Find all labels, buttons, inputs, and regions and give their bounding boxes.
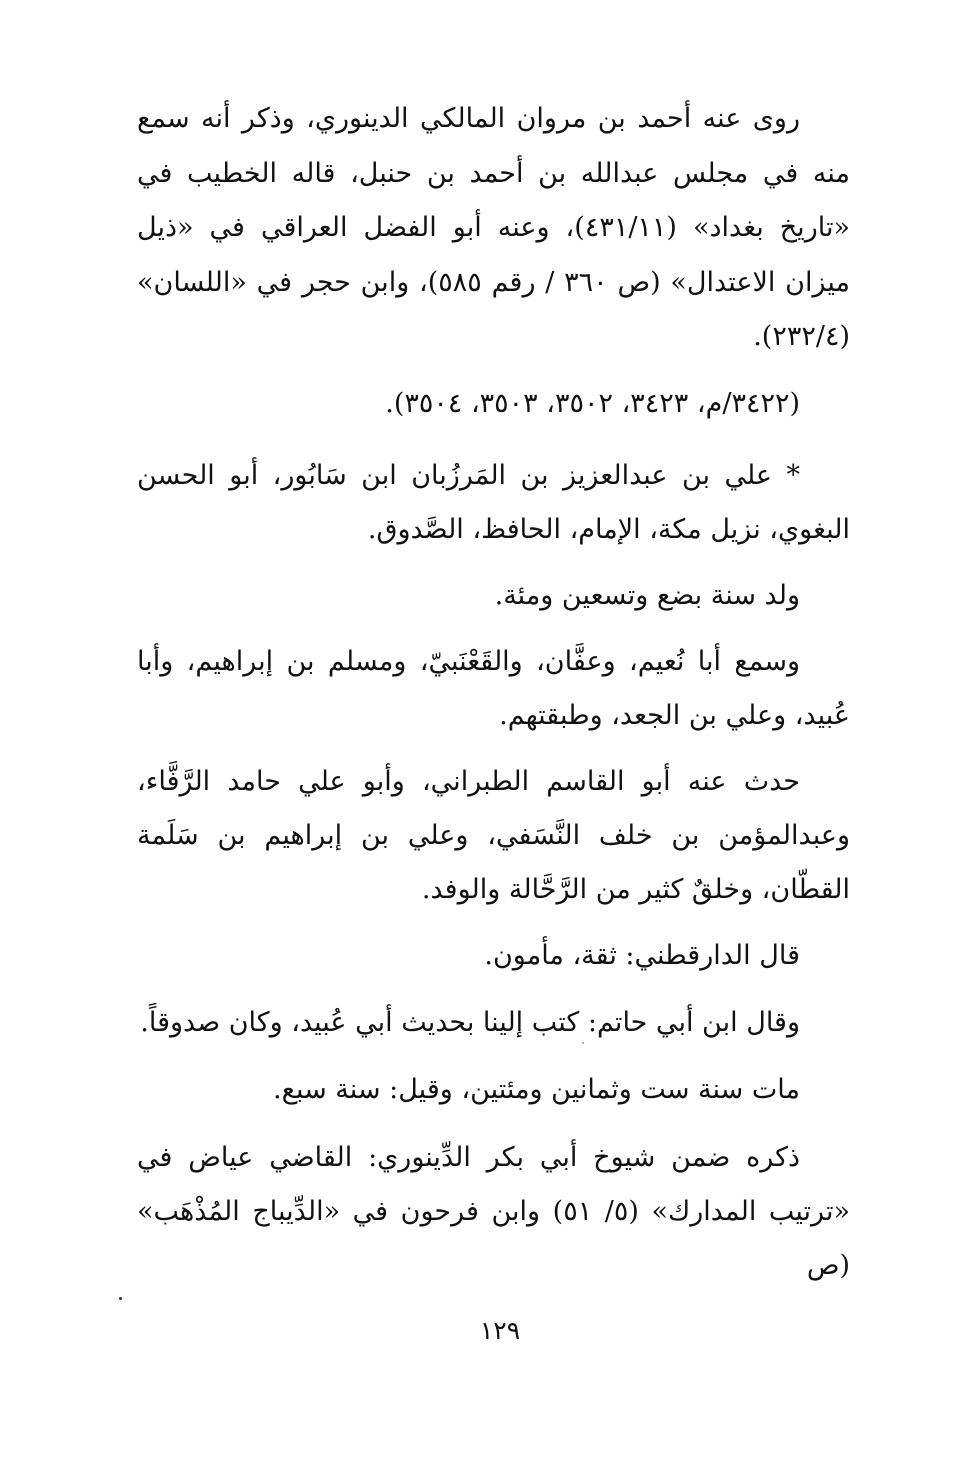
paragraph-death-year: مات سنة ست وثمانين ومئتين، وقيل: سنة سبع. [273,1073,800,1105]
scan-speck [119,1297,122,1300]
paragraph-birth-year: ولد سنة بضع وتسعين ومئة. [494,579,800,611]
page-number: ١٢٩ [479,1316,521,1345]
paragraph-ibn-abi-hatim-grading: وقال ابن أبي حاتم: كتب إلينا بحديث أبي عُبيد، وكان صدوقاً. [140,1006,800,1038]
paragraph-narrators-and-sources: روى عنه أحمد بن مروان المالكي الدينوري، وذكر أنه سمع منه في مجلس عبدالله بن أحمد بن حنبل، قاله الخطيب في «تاريخ بغداد» (٤٣١/١١)، وعنه أبو الفضل العراقي في «ذيل ميزان الاعتدال» (ص ٣٦٠ / رقم ٥٨٥)، وابن حجر في «اللسان» (٢٣٢/٤). [137,103,850,352]
paragraph-reference-numbers: (٣٤٢٢/م، ٣٤٢٣، ٣٥٠٢، ٣٥٠٣، ٣٥٠٤). [385,387,800,419]
paragraph-teachers: وسمع أبا نُعيم، وعفَّان، والقَعْنَبيّ، ومسلم بن إبراهيم، وأبا عُبيد، وعلي بن الجعد، وطبقتهم. [137,645,850,731]
paragraph-students: حدث عنه أبو القاسم الطبراني، وأبو علي حامد الرَّفَّاء، وعبدالمؤمن بن خلف النَّسَفي، وعلي بن إبراهيم بن سَلَمة القطّان، وخلقٌ كثير من الرَّحَّالة والوفد. [137,765,850,905]
paragraph-cited-sources: ذكره ضمن شيوخ أبي بكر الدِّينوري: القاضي عياض في «ترتيب المدارك» (٥/ ٥١) وابن فرحون في «الدِّيباج المُذْهَب» (ص [137,1141,850,1281]
paragraph-daraqutni-grading: قال الدارقطني: ثقة، مأمون. [484,939,800,971]
page-body-text [137,92,850,1293]
scan-speck [582,1042,584,1044]
paragraph-biography-entry-heading: * علي بن عبدالعزيز بن المَرزُبان ابن سَابُور، أبو الحسن البغوي، نزيل مكة، الإمام، الحافظ، الصَّدوق. [137,459,850,545]
